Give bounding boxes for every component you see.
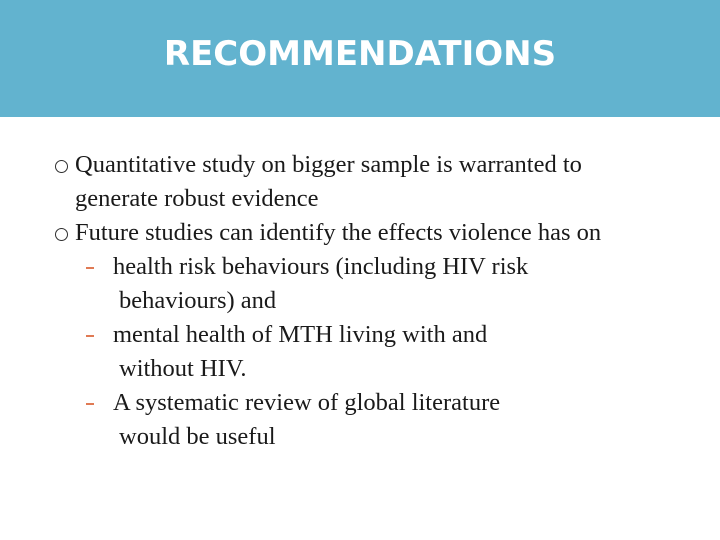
dash-icon bbox=[86, 335, 94, 337]
subitem-2-line-2: without HIV. bbox=[119, 355, 247, 382]
slide-title: RECOMMENDATIONS bbox=[163, 34, 557, 74]
hollow-circle-icon bbox=[55, 228, 68, 241]
subitem-3-line-2: would be useful bbox=[119, 423, 276, 450]
dash-icon bbox=[86, 403, 94, 405]
bullet-1-line-2: generate robust evidence bbox=[75, 185, 319, 212]
subitem-1-line-2: behaviours) and bbox=[119, 287, 277, 314]
subitem-2-line-1: mental health of MTH living with and bbox=[113, 321, 488, 348]
hollow-circle-icon bbox=[55, 160, 68, 173]
title-bar bbox=[0, 0, 720, 117]
bullet-1-line-1: Quantitative study on bigger sample is warranted to bbox=[75, 151, 582, 178]
subitem-3-line-1: A systematic review of global literature bbox=[113, 389, 501, 416]
bullet-2-line-1: Future studies can identify the effects violence has on bbox=[75, 219, 602, 246]
dash-icon bbox=[86, 267, 94, 269]
subitem-1-line-1: health risk behaviours (including HIV risk bbox=[113, 253, 529, 280]
